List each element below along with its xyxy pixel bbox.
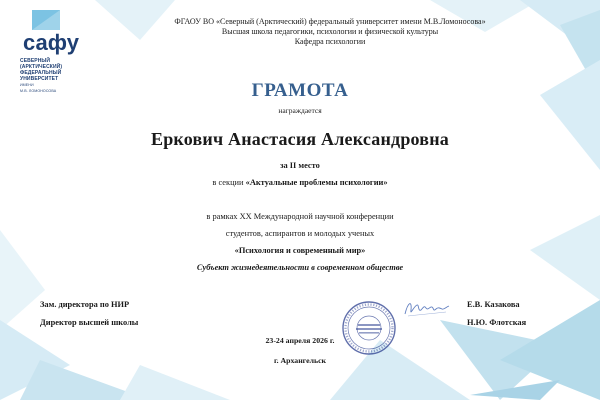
signatory-name-2: Н.Ю. Флотская: [467, 318, 527, 327]
handwritten-signature: [402, 296, 452, 322]
signatory-title-1: Зам. директора по НИР: [40, 300, 130, 309]
conference-name: «Психология и современный мир»: [234, 246, 366, 255]
logo-line: СЕВЕРНЫЙ: [20, 58, 51, 64]
logo-line: ИМЕНИ: [20, 83, 34, 87]
conference-theme: Субъект жизнедеятельности в современном обществе: [196, 263, 404, 272]
department-name: Кафедра психологии: [294, 37, 366, 47]
signatory-title-2: Директор высшей школы: [40, 318, 139, 327]
institution-header: [0, 17, 600, 48]
place-text: за II место: [280, 161, 320, 170]
event-date: 23-24 апреля 2026 г.: [265, 336, 335, 345]
section-line: [0, 178, 600, 187]
signatory-name-1: Е.В. Казакова: [467, 300, 520, 309]
logo-line: УНИВЕРСИТЕТ: [20, 76, 59, 82]
recipient-name: Еркович Анастасия Александровна: [150, 129, 449, 149]
logo-line: ФЕДЕРАЛЬНЫЙ: [20, 70, 62, 76]
conference-line-1: в рамках XX Международной научной конференции: [206, 212, 394, 221]
event-city: г. Архангельск: [273, 356, 327, 365]
logo-wordmark: сафу: [23, 30, 79, 55]
section-prefix: в секции: [212, 178, 246, 187]
school-name: Высшая школа педагогики, психологии и физической культуры: [221, 27, 439, 37]
section-name: «Актуальные проблемы психологии»: [245, 178, 388, 187]
institution-name: ФГАОУ ВО «Северный (Арктический) федеральный университет имени М.В.Ломоносова»: [174, 17, 486, 26]
logo-line: (АРКТИЧЕСКИЙ): [20, 64, 63, 70]
official-stamp: [341, 300, 397, 356]
conference-line-2: студентов, аспирантов и молодых ученых: [225, 229, 375, 238]
logo-line: М.В. ЛОМОНОСОВА: [20, 89, 57, 93]
awarded-text: награждается: [278, 106, 322, 115]
certificate-title: ГРАМОТА: [251, 80, 349, 101]
